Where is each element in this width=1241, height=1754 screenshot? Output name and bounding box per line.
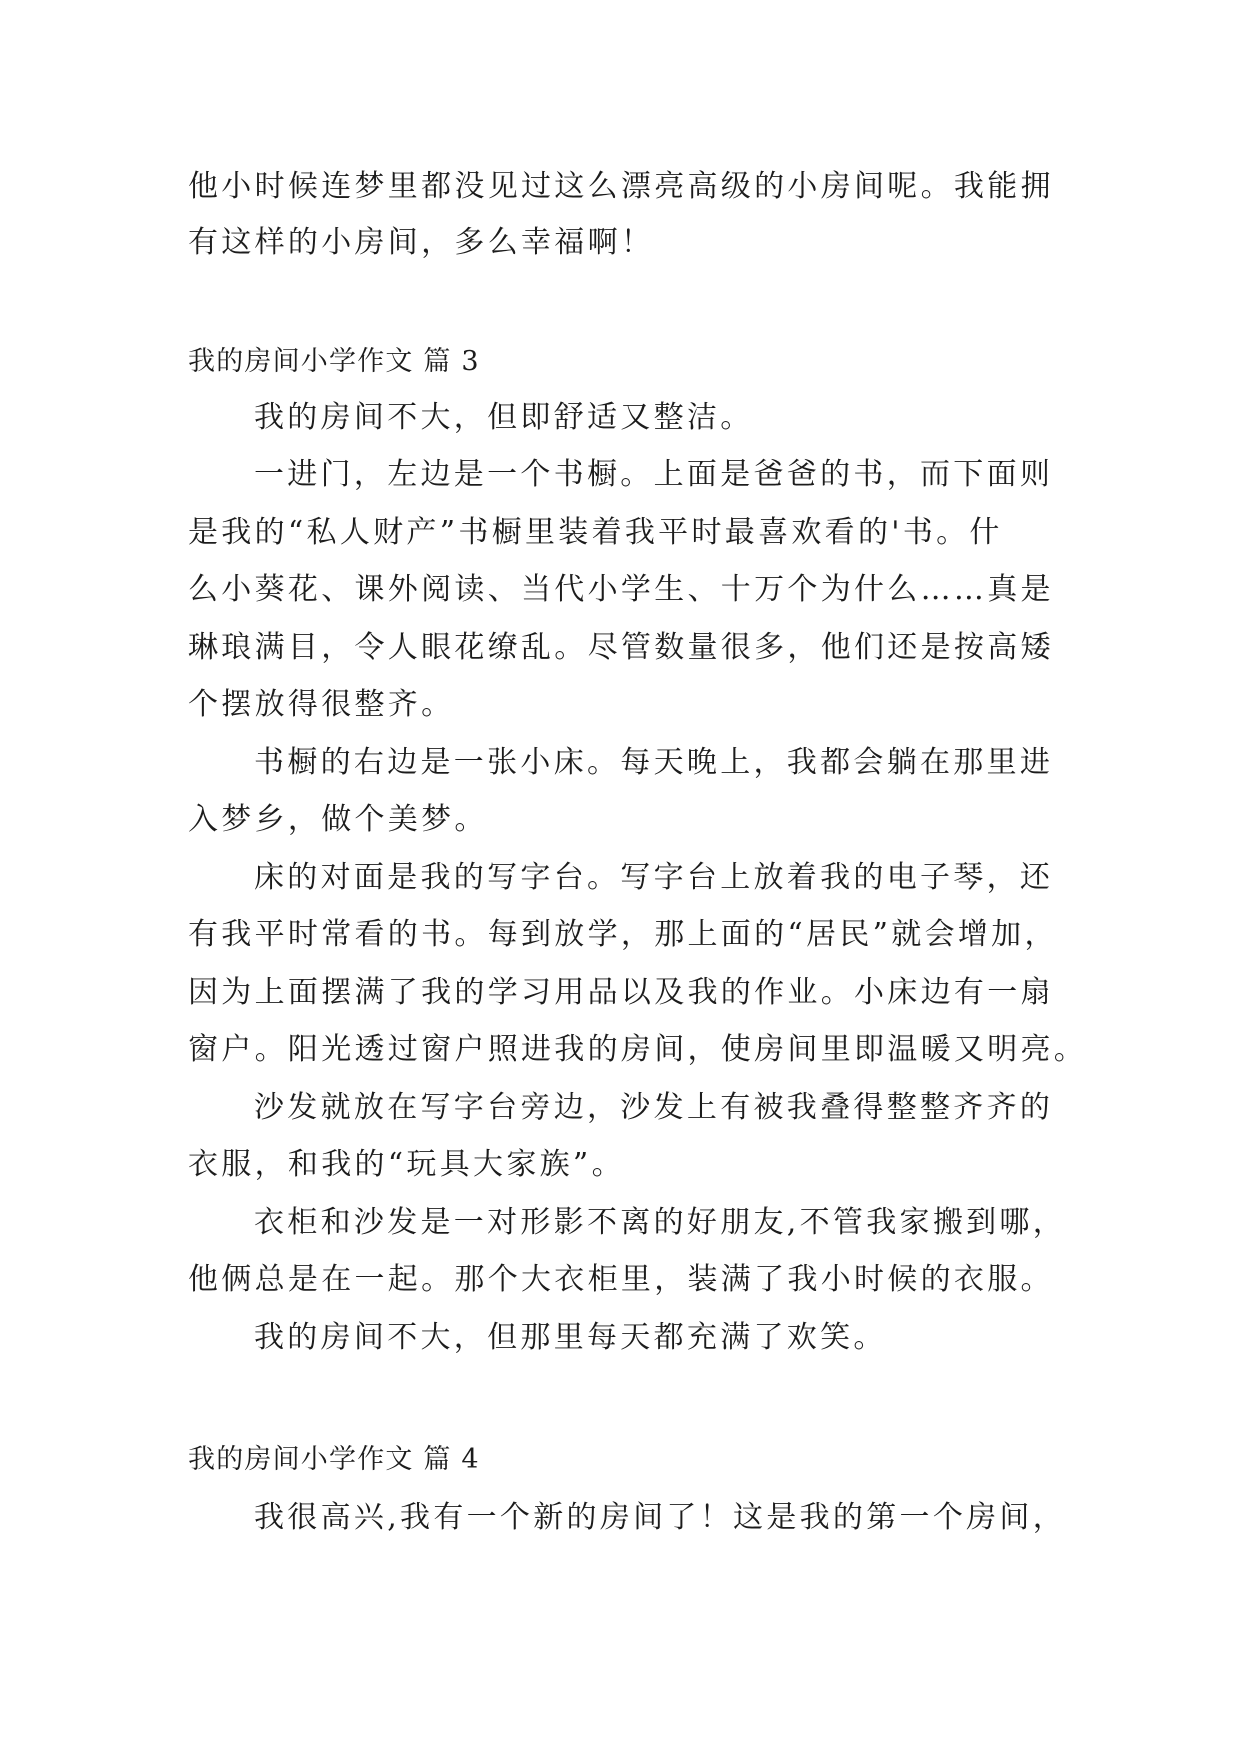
text-line: 因为上面摆满了我的学习用品以及我的作业。小床边有一扇 (188, 975, 1054, 1010)
text-line: 我的房间不大，但即舒适又整洁。 (254, 400, 754, 435)
text-line: 琳琅满目，令人眼花缭乱。尽管数量很多，他们还是按高矮 (188, 630, 1054, 665)
text-line: 有我平时常看的书。每到放学，那上面的“居民”就会增加， (188, 917, 1058, 952)
text-line: 衣服，和我的“玩具大家族”。 (188, 1147, 625, 1182)
text-line: 他小时候连梦里都没见过这么漂亮高级的小房间呢。我能拥 (188, 169, 1054, 204)
text-line: 我的房间不大，但那里每天都充满了欢笑。 (254, 1320, 887, 1355)
text-line: 个摆放得很整齐。 (188, 687, 455, 722)
text-line: 他俩总是在一起。那个大衣柜里，装满了我小时候的衣服。 (188, 1262, 1054, 1297)
text-line: 我很高兴,我有一个新的房间了！这是我的第一个房间， (254, 1500, 1067, 1535)
text-line: 是我的“私人财产”书橱里装着我平时最喜欢看的'书。什 (188, 515, 1003, 550)
text-line: 一进门，左边是一个书橱。上面是爸爸的书，而下面则 (254, 457, 1054, 492)
section-heading: 我的房间小学作文 篇 4 (188, 1444, 480, 1475)
text-line: 窗户。阳光透过窗户照进我的房间，使房间里即温暖又明亮。 (188, 1032, 1088, 1067)
text-line: 衣柜和沙发是一对形影不离的好朋友,不管我家搬到哪， (254, 1205, 1067, 1240)
text-line: 入梦乡，做个美梦。 (188, 802, 488, 837)
text-line: 沙发就放在写字台旁边，沙发上有被我叠得整整齐齐的 (254, 1090, 1054, 1125)
section-heading: 我的房间小学作文 篇 3 (188, 346, 480, 377)
text-line: 么小葵花、课外阅读、当代小学生、十万个为什么……真是 (188, 572, 1054, 607)
text-line: 有这样的小房间，多么幸福啊！ (188, 225, 655, 260)
text-line: 书橱的右边是一张小床。每天晚上，我都会躺在那里进 (254, 745, 1054, 780)
text-line: 床的对面是我的写字台。写字台上放着我的电子琴，还 (254, 860, 1054, 895)
